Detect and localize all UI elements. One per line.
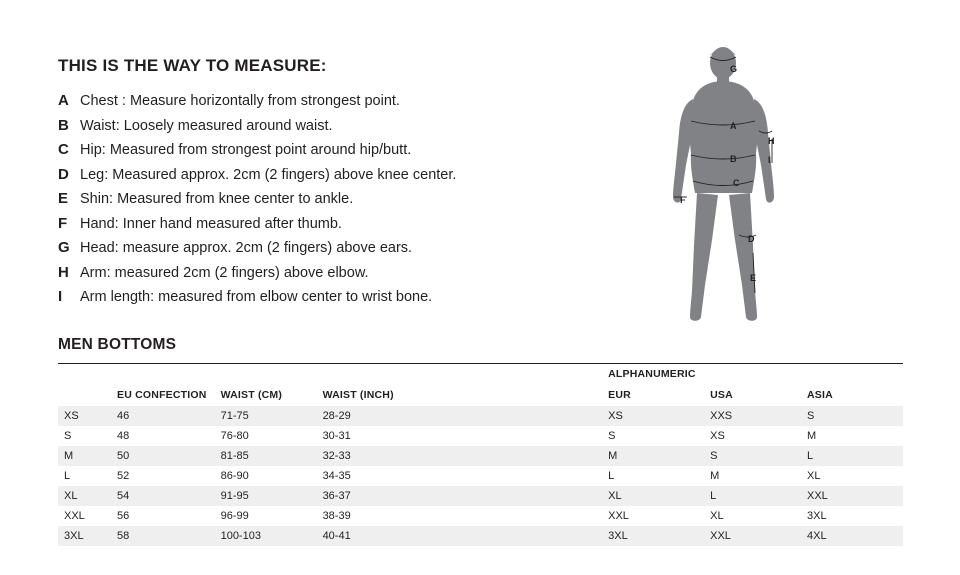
table-cell: 32-33 — [322, 450, 351, 462]
table-cell: S — [64, 430, 72, 442]
table-row — [58, 486, 903, 506]
measure-item-text: Chest : Measure horizontally from strongest point. — [80, 93, 400, 109]
table-cell: 46 — [117, 410, 130, 422]
measure-item — [58, 237, 658, 259]
size-table — [58, 364, 903, 546]
group-spacer-2 — [111, 364, 215, 385]
table-cell: 3XL — [64, 530, 84, 542]
measure-item-text: Hip: Measured from strongest point around hip/butt. — [80, 142, 412, 158]
table-cell: M — [64, 450, 74, 462]
table-cell: 50 — [117, 450, 130, 462]
measure-list — [58, 90, 658, 308]
table-row — [58, 506, 903, 526]
table-cell: 91-95 — [220, 490, 249, 502]
table-cell: 48 — [117, 430, 130, 442]
measure-item — [58, 262, 658, 284]
table-cell: XS — [710, 430, 725, 442]
table-cell: M — [608, 450, 618, 462]
group-spacer-6 — [801, 364, 903, 385]
measure-item-text: Shin: Measured from knee center to ankle. — [80, 191, 354, 207]
table-cell: 56 — [117, 510, 130, 522]
figure-label-a: A — [730, 121, 737, 131]
table-cell: 4XL — [806, 530, 827, 542]
figure-label-f: F — [680, 195, 686, 205]
figure-label-b: B — [730, 154, 737, 164]
table-row — [58, 406, 903, 426]
table-row — [58, 426, 903, 446]
table-cell: XXL — [608, 510, 629, 522]
measure-item-letter: D — [58, 165, 69, 183]
measure-instructions — [58, 56, 658, 311]
table-cell: L — [806, 450, 814, 462]
figure-label-g: G — [730, 64, 738, 74]
table-cell: 81-85 — [220, 450, 249, 462]
column-header-row — [58, 385, 903, 406]
figure-label-d: D — [748, 234, 755, 244]
body-figure — [660, 35, 840, 325]
table-cell: XXL — [64, 510, 85, 522]
table-cell: L — [710, 490, 717, 502]
table-cell: M — [806, 430, 817, 442]
group-header-row — [58, 364, 903, 385]
figure-label-i: I — [768, 155, 771, 165]
measure-item — [58, 164, 658, 186]
measure-item-letter: E — [58, 190, 69, 207]
table-cell: XL — [710, 510, 724, 522]
figure-label-e: E — [750, 273, 757, 283]
table-cell: 38-39 — [322, 510, 351, 522]
measure-item-text: Waist: Loosely measured around waist. — [80, 117, 333, 134]
figure-label-c: C — [733, 178, 740, 188]
column-header: USA — [710, 389, 733, 401]
men-bottoms-section — [58, 336, 903, 546]
table-cell: 3XL — [806, 510, 827, 522]
size-table-head — [58, 364, 903, 406]
table-cell: XS — [608, 410, 623, 422]
measure-item-letter: C — [58, 141, 69, 158]
column-header: WAIST (CM) — [220, 389, 283, 401]
measure-title: THIS IS THE WAY TO MEASURE: — [58, 56, 327, 75]
column-header: ASIA — [806, 389, 833, 401]
table-cell: 76-80 — [220, 430, 249, 442]
measure-item — [58, 115, 658, 137]
body-silhouette — [673, 47, 774, 321]
table-cell: S — [608, 430, 616, 442]
table-cell: XXS — [710, 410, 733, 422]
measure-item — [58, 286, 658, 308]
table-cell: S — [710, 450, 718, 462]
column-header — [58, 385, 111, 406]
table-cell: 36-37 — [322, 490, 351, 502]
measure-item — [58, 213, 658, 235]
group-header-alphanumeric: ALPHANUMERIC — [608, 368, 696, 380]
table-cell: S — [806, 410, 815, 422]
table-cell: 71-75 — [220, 410, 249, 422]
measure-item — [58, 188, 658, 210]
measure-item-letter: F — [58, 214, 68, 232]
measure-item-text: Head: measure approx. 2cm (2 fingers) above ears. — [80, 240, 413, 256]
figure-label-h: H — [768, 136, 775, 146]
group-spacer-4 — [317, 364, 603, 385]
table-cell: M — [710, 470, 720, 482]
measure-item-letter: I — [58, 288, 63, 305]
column-header: WAIST (INCH) — [322, 389, 394, 401]
table-cell: XL — [806, 470, 821, 482]
measure-item-text: Hand: Inner hand measured after thumb. — [80, 215, 342, 232]
table-row — [58, 526, 903, 546]
measure-item-letter: G — [58, 239, 70, 256]
measure-item — [58, 90, 658, 112]
measure-item-text: Arm: measured 2cm (2 fingers) above elbow. — [80, 264, 369, 281]
table-cell: 52 — [117, 470, 130, 482]
table-cell: 40-41 — [322, 530, 351, 542]
measure-item-letter: H — [58, 263, 69, 281]
table-cell: 3XL — [608, 530, 628, 542]
table-cell: XXL — [806, 490, 828, 502]
table-cell: 100-103 — [220, 530, 261, 542]
group-spacer-5 — [704, 364, 801, 385]
table-cell: XL — [64, 490, 78, 502]
measure-item-letter: B — [58, 116, 69, 134]
column-header: EU CONFECTION — [117, 389, 207, 401]
column-header: EUR — [608, 389, 631, 401]
table-row — [58, 446, 903, 466]
table-cell: 96-99 — [220, 510, 249, 522]
table-cell: 30-31 — [322, 430, 351, 442]
table-cell: 86-90 — [220, 470, 249, 482]
size-table-body — [58, 406, 903, 546]
group-spacer-3 — [215, 364, 317, 385]
table-cell: 28-29 — [322, 410, 351, 422]
table-cell: 34-35 — [322, 470, 351, 482]
table-cell: XS — [64, 410, 79, 422]
measure-item-text: Arm length: measured from elbow center to wrist bone. — [80, 289, 433, 305]
group-spacer-1 — [58, 364, 111, 385]
measure-item-letter: A — [58, 92, 69, 109]
measure-item-text: Leg: Measured approx. 2cm (2 fingers) above knee center. — [80, 166, 457, 183]
table-cell: XXL — [710, 530, 731, 542]
table-cell: L — [64, 470, 71, 482]
section-title: MEN BOTTOMS — [58, 336, 177, 353]
table-cell: L — [608, 470, 615, 482]
measure-item — [58, 139, 658, 161]
table-cell: XL — [608, 490, 622, 502]
table-cell: 58 — [117, 530, 130, 542]
table-row — [58, 466, 903, 486]
table-cell: 54 — [117, 490, 130, 502]
